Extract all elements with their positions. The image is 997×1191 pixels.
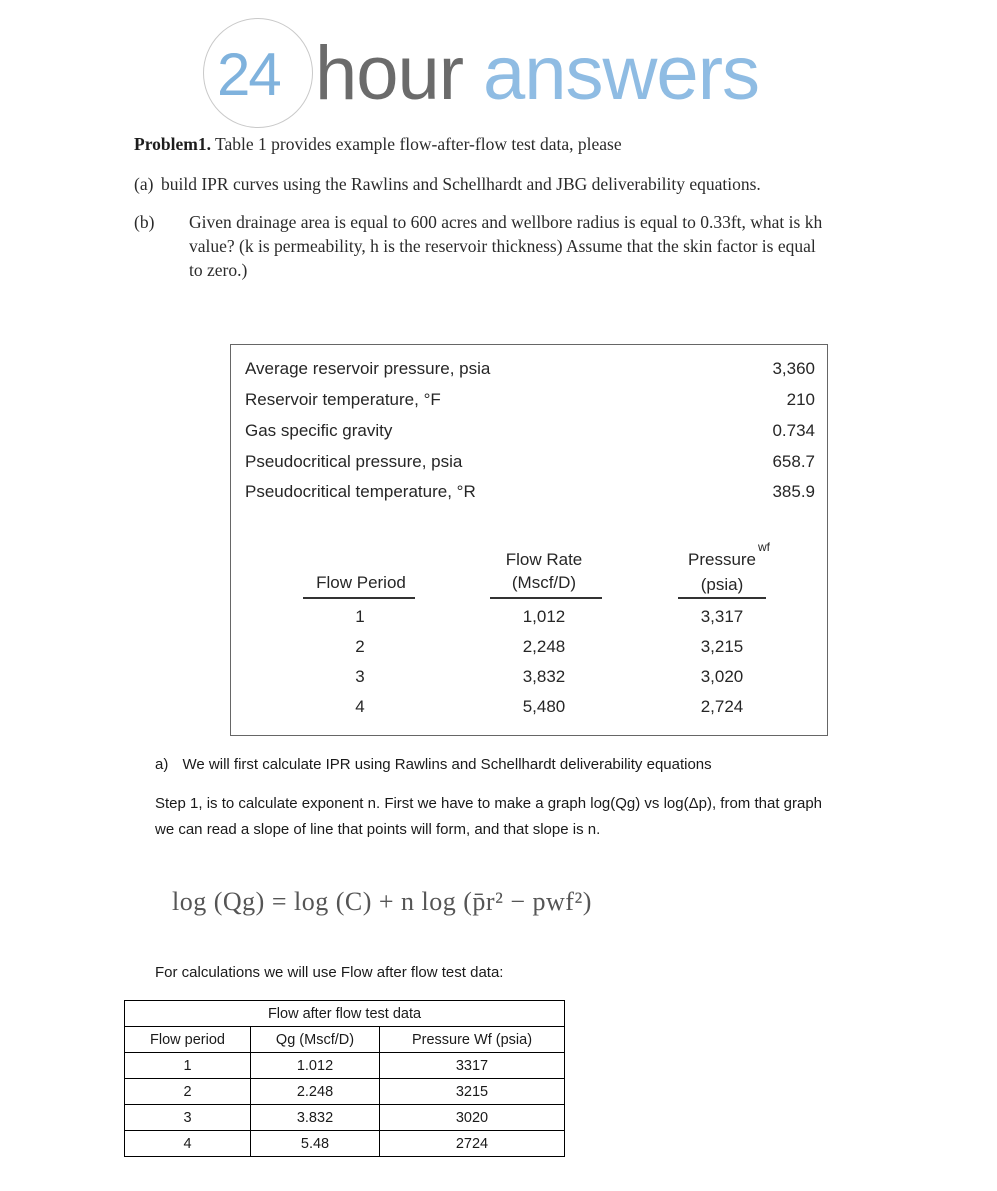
cell-period: 3 — [125, 1105, 251, 1131]
cell-pressure: 3317 — [380, 1053, 565, 1079]
cell-pressure: 3,215 — [700, 637, 744, 656]
header-underline — [303, 597, 415, 599]
logo-word-hour: hour — [315, 31, 464, 116]
table-row — [125, 1131, 565, 1157]
property-value: 210 — [786, 390, 815, 409]
cell-rate: 1.012 — [251, 1053, 380, 1079]
property-label: Average reservoir pressure, psia — [245, 359, 491, 378]
cell-period: 4 — [355, 697, 365, 716]
column-header: Pressure Wf (psia) — [380, 1027, 565, 1053]
step-1-line-2: we can read a slope of line that points will form, and that slope is n. — [155, 821, 601, 838]
property-row — [245, 421, 815, 451]
property-label: Reservoir temperature, °F — [245, 390, 441, 409]
part-b-line-2: value? (k is permeability, h is the reservoir thickness) Assume that the skin factor is equal — [189, 236, 816, 256]
logo-word-answers: answers — [483, 31, 759, 116]
cell-pressure: 2,724 — [700, 697, 744, 716]
problem-statement — [134, 134, 934, 155]
equation-text: log (Qg) = log (C) + n log (p̄r² − pwf²) — [172, 887, 592, 916]
header-flow-rate-line-1: Flow Rate — [505, 550, 583, 569]
cell-rate: 3.832 — [251, 1105, 380, 1131]
cell-pressure: 3,317 — [700, 607, 744, 626]
part-b-line-1: Given drainage area is equal to 600 acres and wellbore radius is equal to 0.33ft, what is kh — [189, 212, 823, 232]
cell-pressure: 2724 — [380, 1131, 565, 1157]
header-pressure-line-1: Pressure — [687, 550, 757, 569]
problem-part-b — [134, 210, 934, 286]
deliverability-equation — [172, 887, 592, 917]
header-pressure-subscript: wf — [758, 540, 771, 554]
cell-pressure: 3020 — [380, 1105, 565, 1131]
property-label: Pseudocritical temperature, °R — [245, 482, 476, 501]
cell-period: 2 — [355, 637, 365, 656]
header-pressure-line-2: (psia) — [700, 575, 744, 594]
property-value: 385.9 — [772, 482, 815, 501]
property-row — [245, 390, 815, 420]
cell-rate: 1,012 — [522, 607, 566, 626]
column-header: Flow period — [125, 1027, 251, 1053]
header-underline — [490, 597, 602, 599]
property-label: Pseudocritical pressure, psia — [245, 452, 463, 471]
problem-part-a — [134, 172, 894, 196]
logo-number: 24 — [217, 41, 280, 108]
part-b-label: (b) — [134, 212, 155, 232]
cell-period: 1 — [355, 607, 365, 626]
cell-rate: 5,480 — [522, 697, 566, 716]
table-title: Flow after flow test data — [125, 1001, 565, 1027]
solution-a-text: We will first calculate IPR using Rawlins and Schellhardt deliverability equations — [182, 756, 712, 773]
solution-a-label: a) — [155, 756, 169, 773]
step-1-line-1: Step 1, is to calculate exponent n. First we have to make a graph log(Qg) vs log(Δp), from that graph — [155, 795, 823, 812]
cell-period: 1 — [125, 1053, 251, 1079]
solution-part-a — [155, 752, 712, 778]
problem-heading: Problem1. — [134, 134, 211, 154]
flow-after-flow-table — [124, 1000, 565, 1157]
property-row — [245, 482, 815, 512]
table-row — [125, 1105, 565, 1131]
property-label: Gas specific gravity — [245, 421, 393, 440]
property-value: 658.7 — [772, 452, 815, 471]
cell-rate: 2,248 — [522, 637, 566, 656]
header-flow-rate-line-2: (Mscf/D) — [511, 573, 577, 592]
cell-pressure: 3,020 — [700, 667, 744, 686]
cell-pressure: 3215 — [380, 1079, 565, 1105]
header-pressure — [674, 540, 784, 596]
problem-intro: Table 1 provides example flow-after-flow test data, please — [215, 134, 622, 154]
cell-period: 2 — [125, 1079, 251, 1105]
property-value: 3,360 — [772, 359, 815, 378]
cell-period: 4 — [125, 1131, 251, 1157]
property-row — [245, 452, 815, 482]
step-1-paragraph — [155, 791, 955, 843]
table-row — [125, 1053, 565, 1079]
cell-rate: 5.48 — [251, 1131, 380, 1157]
property-row — [245, 359, 815, 389]
cell-rate: 3,832 — [522, 667, 566, 686]
brand-logo — [203, 18, 823, 128]
header-flow-rate — [484, 548, 604, 594]
part-a-label: (a) — [134, 174, 154, 194]
calc-note: For calculations we will use Flow after flow test data: — [155, 964, 504, 981]
cell-period: 3 — [355, 667, 365, 686]
header-flow-period: Flow Period — [316, 573, 406, 592]
table-row — [125, 1079, 565, 1105]
part-b-line-3: to zero.) — [189, 260, 248, 280]
column-header: Qg (Mscf/D) — [251, 1027, 380, 1053]
cell-rate: 2.248 — [251, 1079, 380, 1105]
part-a-text: build IPR curves using the Rawlins and Schellhardt and JBG deliverability equations. — [161, 174, 761, 194]
table-1-box — [230, 344, 828, 736]
property-value: 0.734 — [772, 421, 815, 440]
header-underline — [678, 597, 766, 599]
